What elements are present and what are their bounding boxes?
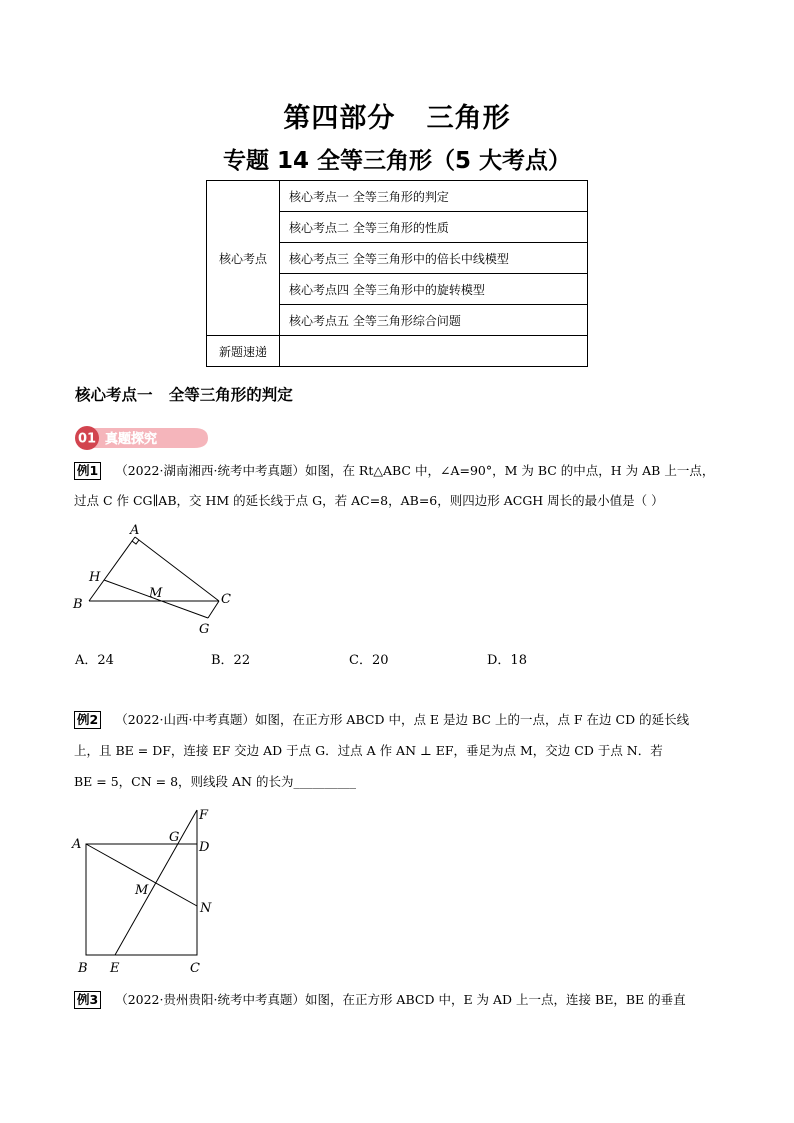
example-2-label: 例2 bbox=[74, 711, 101, 729]
example-2-line-1: 例2 （2022·山西·中考真题）如图，在正方形 ABCD 中，点 E 是边 BC 上的一点，点 F 在边 CD 的延长线 bbox=[74, 710, 689, 730]
section-heading: 核心考点一 全等三角形的判定 bbox=[75, 386, 293, 404]
label-C: C bbox=[221, 592, 231, 607]
toc-item-3: 核心考点三 全等三角形中的倍长中线模型 bbox=[280, 243, 588, 274]
option-a: A．24 bbox=[75, 653, 114, 668]
example-1-label: 例1 bbox=[74, 462, 101, 480]
label-D: D bbox=[199, 840, 210, 855]
square-abcd bbox=[86, 844, 197, 955]
segment-ab bbox=[89, 537, 135, 601]
example-1-figure bbox=[68, 518, 238, 642]
badge-number: 01 bbox=[77, 431, 97, 447]
part-title: 第四部分 三角形 bbox=[283, 103, 511, 134]
toc-bottom-value bbox=[280, 336, 588, 367]
label-M: M bbox=[149, 586, 163, 601]
example-1-line-1: 例1 （2022·湖南湘西·统考中考真题）如图，在 Rt△ABC 中，∠A=90°，M 为 BC 的中点，H 为 AB 上一点， bbox=[74, 461, 714, 481]
example-1-line-2: 过点 C 作 CG∥AB，交 HM 的延长线于点 G，若 AC=8，AB=6，则四边形 ACGH 周长的最小值是（ ） bbox=[74, 493, 664, 508]
label-C: C bbox=[190, 961, 200, 976]
label-B: B bbox=[73, 597, 83, 612]
label-A: A bbox=[130, 523, 140, 538]
toc-row bbox=[207, 336, 588, 367]
label-F: F bbox=[199, 808, 209, 823]
label-G: G bbox=[199, 622, 210, 637]
section-badge bbox=[74, 425, 210, 451]
example-3-line-1: 例3 （2022·贵州贵阳·统考中考真题）如图，在正方形 ABCD 中，E 为 AD 上一点，连接 BE，BE 的垂直 bbox=[74, 990, 686, 1010]
topic-outline-table bbox=[206, 180, 588, 367]
toc-item-1: 核心考点一 全等三角形的判定 bbox=[280, 181, 588, 212]
toc-bottom-label: 新题速递 bbox=[207, 336, 280, 367]
label-A: A bbox=[72, 837, 82, 852]
example-3-label: 例3 bbox=[74, 991, 101, 1009]
topic-title: 专题 14 全等三角形（5 大考点） bbox=[222, 148, 572, 174]
segment-cg bbox=[208, 601, 219, 618]
toc-row bbox=[207, 181, 588, 212]
example-2-figure bbox=[68, 802, 228, 982]
option-d: D．18 bbox=[487, 653, 527, 668]
label-N: N bbox=[200, 901, 212, 916]
option-b: B．22 bbox=[211, 653, 251, 668]
example-2-line-3: BE = 5，CN = 8，则线段 AN 的长为__________ bbox=[74, 774, 356, 789]
toc-item-4: 核心考点四 全等三角形中的旋转模型 bbox=[280, 274, 588, 305]
label-B: B bbox=[78, 961, 88, 976]
toc-item-2: 核心考点二 全等三角形的性质 bbox=[280, 212, 588, 243]
example-2-line-2: 上，且 BE = DF，连接 EF 交边 AD 于点 G．过点 A 作 AN ⊥ EF，垂足为点 M，交边 CD 于点 N．若 bbox=[74, 743, 663, 758]
toc-item-5: 核心考点五 全等三角形综合问题 bbox=[280, 305, 588, 336]
segment-ac bbox=[135, 537, 219, 601]
segment-ef bbox=[115, 810, 197, 955]
badge-text: 真题探究 bbox=[105, 432, 158, 447]
label-E: E bbox=[110, 961, 120, 976]
option-c: C．20 bbox=[349, 653, 389, 668]
label-H: H bbox=[89, 570, 101, 585]
label-M: M bbox=[135, 883, 149, 898]
toc-left-label: 核心考点 bbox=[207, 181, 280, 336]
label-G: G bbox=[169, 830, 180, 845]
right-angle-mark bbox=[132, 540, 139, 544]
